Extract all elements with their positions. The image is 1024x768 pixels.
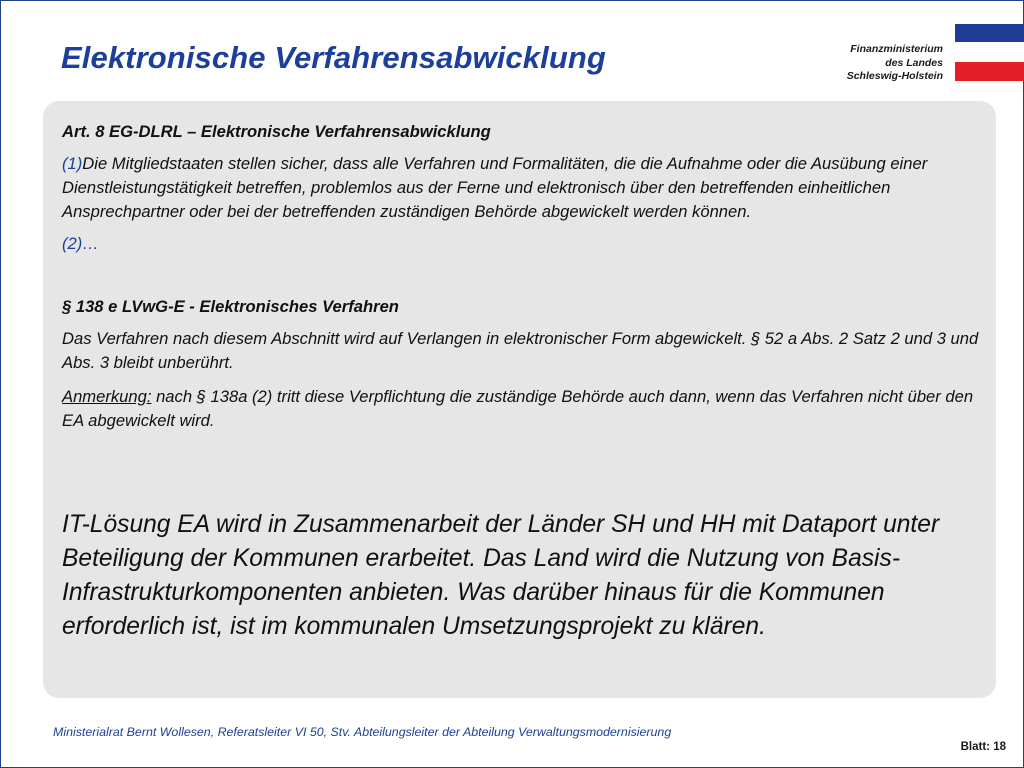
flag-white-stripe (955, 42, 1024, 62)
ministry-line-1: Finanzministerium (850, 43, 943, 55)
page-title: Elektronische Verfahrensabwicklung (61, 40, 606, 75)
paragraph-3: Das Verfahren nach diesem Abschnitt wird auf Verlangen in elektronischer Form abgewickelt. § 52 a Abs. 2 Satz 2 und 3 und Abs. 3 bleibt unberührt. (62, 329, 979, 372)
paragraph-2: (2)… (62, 234, 99, 253)
ministry-line-3: Schleswig-Holstein (846, 70, 943, 82)
paragraph-1-number: (1) (62, 154, 83, 173)
page-number: Blatt: 18 (960, 741, 1006, 753)
heading-138e: § 138 e LVwG-E - Elektronisches Verfahren (62, 297, 399, 316)
paragraph-1 (62, 152, 982, 224)
schleswig-holstein-flag-logo (955, 24, 1024, 81)
note-label: Anmerkung: (62, 387, 152, 406)
it-solution-statement: IT-Lösung EA wird in Zusammenarbeit der Länder SH und HH mit Dataport unter Beteiligung der Kommunen erarbeitet. Das Land wird die Nutzung von Basis-Infrastrukturkomponenten anbieten. Was darüber hinaus für die Kommunen erforderlich ist, ist im kommunalen Umsetzungsprojekt zu klären. (62, 511, 940, 640)
content-body (62, 120, 982, 433)
ministry-line-2: des Landes (885, 56, 943, 69)
paragraph-1-text: Die Mitgliedstaaten stellen sicher, dass alle Verfahren und Formalitäten, die die Aufnahme oder die Ausübung einer Dienstleistungstätigkeit betreffen, problemlos aus der Ferne und elektronisch über den betreffenden einheitlichen Ansprechpartner oder bei der betreffenden zuständigen Behörde abgewickelt werden können. (62, 154, 928, 221)
ministry-label (847, 43, 943, 84)
heading-art8: Art. 8 EG-DLRL – Elektronische Verfahrensabwicklung (62, 122, 491, 141)
flag-red-stripe (955, 62, 1024, 81)
footer-author: Ministerialrat Bernt Wollesen, Referatsleiter VI 50, Stv. Abteilungsleiter der Abteilung Verwaltungsmodernisierung (53, 725, 672, 739)
note-paragraph (62, 385, 982, 433)
flag-blue-stripe (955, 24, 1024, 42)
note-text: nach § 138a (2) tritt diese Verpflichtung die zuständige Behörde auch dann, wenn das Verfahren nicht über den EA abgewickelt wird. (62, 387, 974, 430)
